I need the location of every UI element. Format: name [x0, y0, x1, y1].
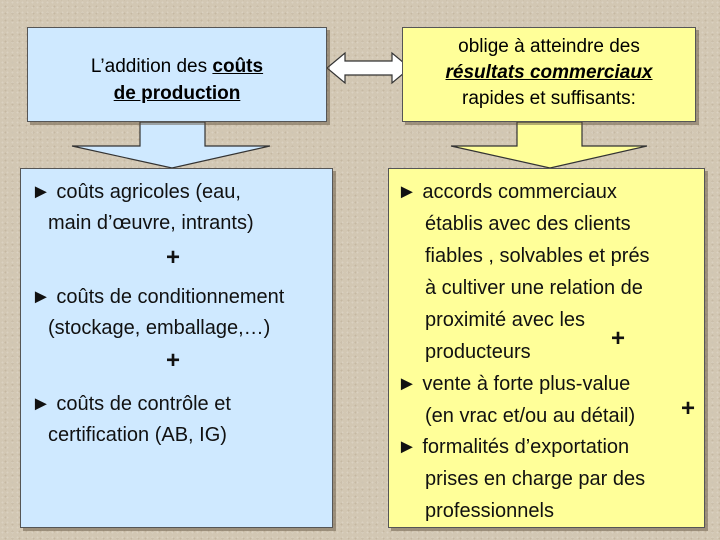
commercial-item-agreements-line5: proximité avec les: [425, 309, 586, 331]
cost-item-certification: [31, 389, 332, 451]
commercial-item-value-line2: (en vrac et/ou au détail): [425, 405, 636, 427]
down-arrow-left-icon: [72, 122, 270, 168]
plus-icon: +: [166, 347, 181, 374]
commercial-item-export-line3: professionnels: [425, 500, 554, 522]
bullet-icon: ►: [31, 286, 51, 308]
commercial-results-line1: oblige à atteindre des: [458, 36, 640, 57]
bullet-icon: ►: [397, 181, 417, 203]
commercial-item-agreements-line3: fiables , solvables et prés: [425, 245, 650, 267]
cost-item-packaging: [31, 282, 332, 344]
commercial-item-export: [397, 431, 704, 527]
commercial-item-agreements-line4: à cultiver une relation de: [425, 277, 643, 299]
commercial-results-line3: rapides et suffisants:: [462, 88, 636, 109]
commercial-item-agreements: [397, 176, 704, 368]
commercial-item-agreements-line6: producteurs: [425, 341, 531, 363]
production-costs-box: [27, 27, 327, 122]
production-costs-prefix: L’addition des: [90, 56, 213, 77]
plus-icon: +: [611, 325, 626, 352]
double-arrow-icon: [327, 53, 410, 83]
cost-item-certification-line2: certification (AB, IG): [48, 424, 227, 446]
cost-list-box: [20, 168, 333, 528]
commercial-item-agreements-line1: accords commerciaux: [422, 181, 617, 203]
plus-icon: +: [681, 395, 696, 422]
cost-item-agricultural-line1: coûts agricoles (eau,: [56, 181, 241, 203]
bullet-icon: ►: [397, 373, 417, 395]
cost-item-packaging-line2: (stockage, emballage,…): [48, 317, 271, 339]
commercial-results-line2: résultats commerciaux: [445, 62, 653, 83]
commercial-item-value: [397, 368, 704, 432]
commercial-item-value-line1: vente à forte plus-value: [422, 373, 631, 395]
production-costs-line2: de production: [113, 83, 241, 104]
commercial-list-box: [388, 168, 705, 528]
down-arrow-right-icon: [451, 122, 647, 168]
cost-item-agricultural: [31, 177, 332, 239]
bullet-icon: ►: [31, 181, 51, 203]
commercial-item-export-line1: formalités d’exportation: [422, 436, 630, 458]
production-costs-line1: [28, 53, 326, 80]
cost-item-agricultural-line2: main d’œuvre, intrants): [48, 212, 254, 234]
cost-item-packaging-line1: coûts de conditionnement: [56, 286, 285, 308]
cost-item-certification-line1: coûts de contrôle et: [56, 393, 231, 415]
commercial-results-box: [402, 27, 696, 122]
bullet-icon: ►: [397, 436, 417, 458]
commercial-item-export-line2: prises en charge par des: [425, 468, 646, 490]
plus-icon: +: [166, 244, 181, 271]
production-costs-keyword: coûts: [212, 56, 264, 77]
bullet-icon: ►: [31, 393, 51, 415]
commercial-item-agreements-line2: établis avec des clients: [425, 213, 631, 235]
